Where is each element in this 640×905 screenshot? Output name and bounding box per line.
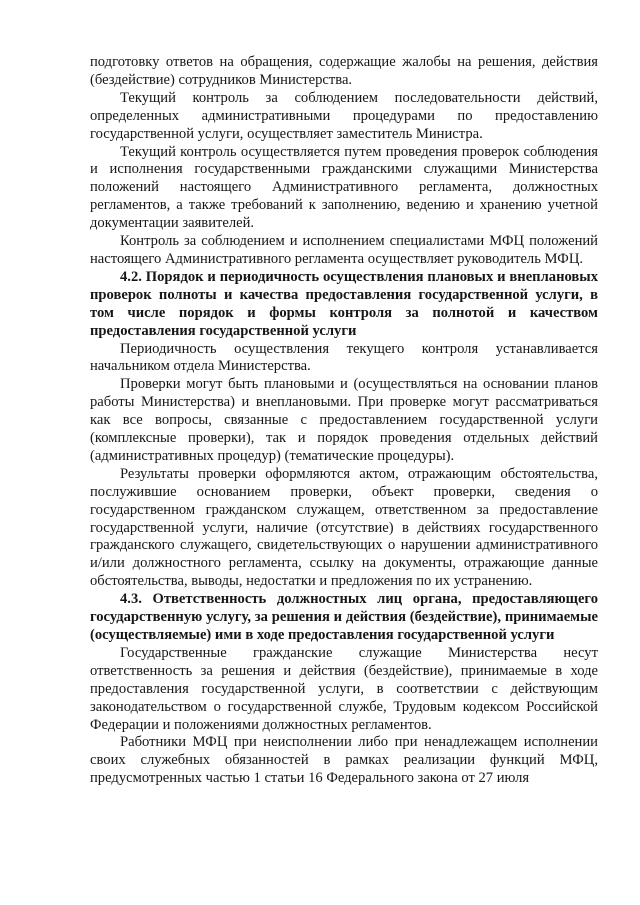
section-heading-4-3: 4.3. Ответственность должностных лиц органа, предоставляющего государственную услугу, за решения и действия (бездействие), принимаемые (осуществляемые) ими в ходе предоставления государственной услуги [90,591,598,643]
paragraph-check-results: Результаты проверки оформляются актом, отражающим обстоятельства, послужившие основанием проверки, объект проверки, сведения о государственном гражданском служащем, ответственном за предоставление государственной услуги, наличие (отсутствие) в действиях государственного гражданского служащего, свидетельствующих о нарушении административного и/или должностного регламента, ссылку на документы, отражающие данные обстоятельства, выводы, недостатки и предложения по их устранению. [90,465,598,590]
paragraph-continuation: подготовку ответов на обращения, содержащие жалобы на решения, действия (бездействие) сотрудников Министерства. [90,54,598,88]
paragraph-current-control-checks: Текущий контроль осуществляется путем проведения проверок соблюдения и исполнения государственными гражданскими служащими Министерства положений настоящего Административного регламента, должностных регламентов, а также требований к заполнению, ведению и хранению учетной документации заявителей. [90,143,598,232]
section-heading-4-2: 4.2. Порядок и периодичность осуществления плановых и внеплановых проверок полноты и качества предоставления государственной услуги, в том числе порядок и формы контроля за полнотой и качеством предоставления государственной услуги [90,268,598,339]
paragraph-periodicity: Периодичность осуществления текущего контроля устанавливается начальником отдела Министерства. [90,340,598,375]
paragraph-civil-servants-responsibility: Государственные гражданские служащие Министерства несут ответственность за решения и действия (бездействие), принимаемые в ходе предоставления государственной услуги, в соответствии с действующим законодательством о государственной службе, Трудовым кодексом Российской Федерации и положениями должностных регламентов. [90,644,598,733]
paragraph-current-control-deputy: Текущий контроль за соблюдением последовательности действий, определенных административными процедурами по предоставлению государственной услуги, осуществляет заместитель Министра. [90,89,598,142]
paragraph-mfc-workers-responsibility: Работники МФЦ при неисполнении либо при ненадлежащем исполнении своих служебных обязанностей в рамках реализации функций МФЦ, предусмотренных частью 1 статьи 16 Федерального закона от 27 июля [90,734,598,787]
paragraph-mfc-control: Контроль за соблюдением и исполнением специалистами МФЦ положений настоящего Административного регламента осуществляет руководитель МФЦ. [90,233,598,267]
document-page [90,54,598,788]
paragraph-check-types: Проверки могут быть плановыми и (осуществляться на основании планов работы Министерства) и внеплановыми. При проверке могут рассматриваться как все вопросы, связанные с предоставлением государственной услуги (комплексные проверки), так и порядок проведения отдельных действий (административных процедур) (тематические процедуры). [90,376,598,464]
